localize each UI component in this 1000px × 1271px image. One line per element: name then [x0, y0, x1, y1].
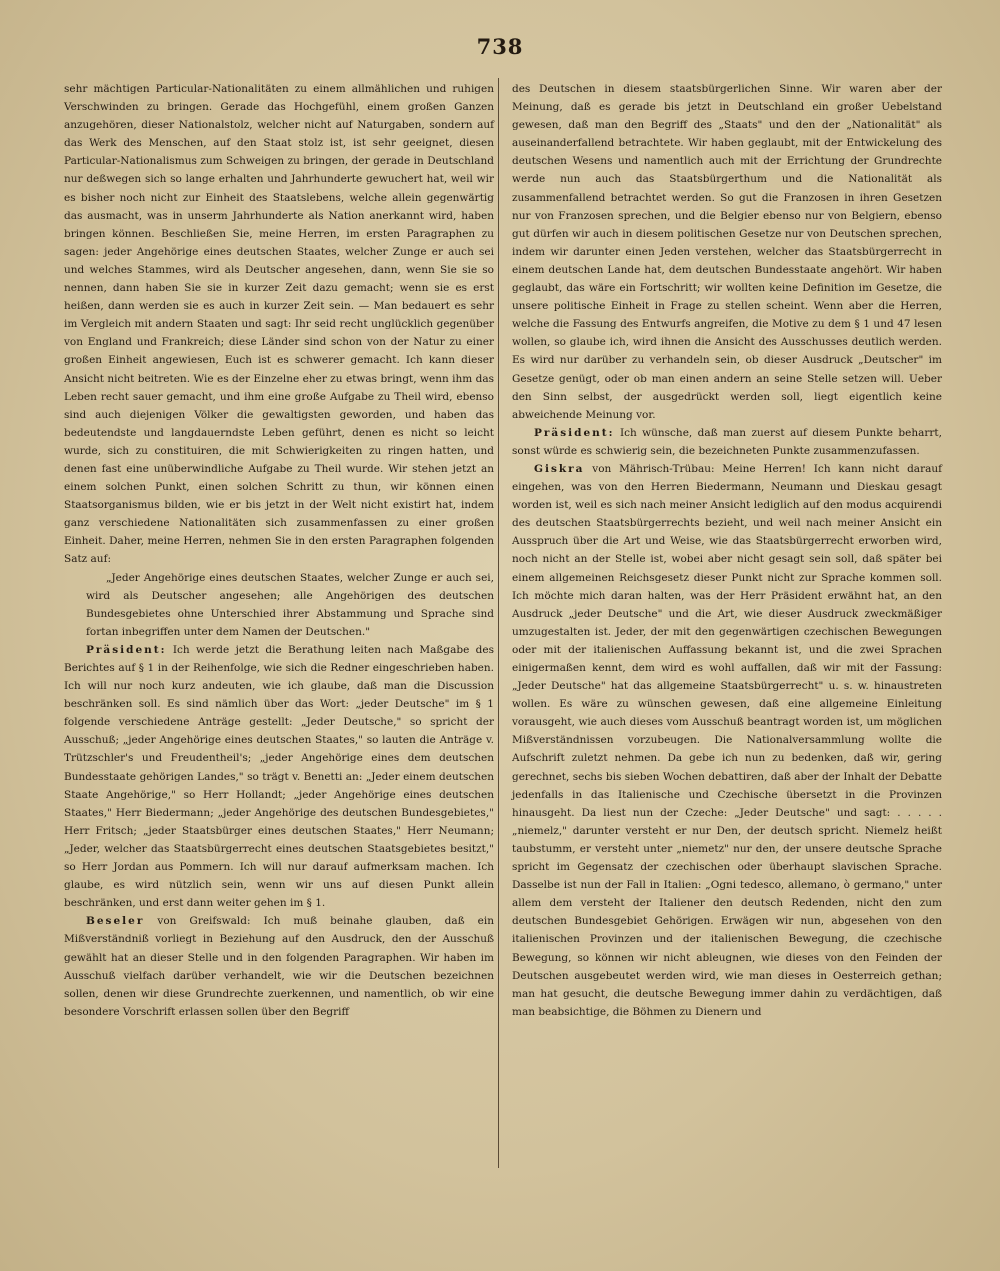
speaker-name: Giskra [534, 462, 585, 475]
column-divider [498, 78, 499, 1168]
page-number: 738 [476, 34, 524, 59]
paragraph: sehr mächtigen Particular-Nationalitäten zu einem allmählichen und ruhigen Verschwinden zu bringen. Gerade das Hochgefühl, einem großen Ganzen anzugehören, dieser Nationalstolz, welcher nicht auf Naturgaben, sondern auf das Werk des Menschen, auf den Staat stolz ist, ist sehr geeignet, diesen Particular-Nationalismus zum Schweigen zu bringen, der gerade in Deutschland nur deßwegen sich so lange erhalten und Jahrhunderte gewuchert hat, weil wir es bisher noch nicht zur Einheit des Staatslebens, welche allein gegenwärtig das ausmacht, was in unserm Jahrhunderte als Nation anerkannt wird, haben bringen können. Beschließen Sie, meine Herren, im ersten Paragraphen zu sagen: jeder Angehörige eines deutschen Staates, welcher Zunge er auch sei und welches Stammes, wird als Deutscher angesehen, dann, wenn Sie sie so nennen, dann haben Sie sie in kurzer Zeit dazu gemacht; wenn sie es erst heißen, dann werden sie es auch in kurzer Zeit sein. — Man bedauert es sehr im Vergleich mit andern Staaten und sagt: Ihr seid recht unglücklich gegenüber von England und Frankreich; diese Länder sind schon von der Natur zu einer großen Einheit angewiesen, Euch ist es schwerer gemacht. Ich kann dieser Ansicht nicht beitreten. Wie es der Einzelne eher zu etwas bringt, wenn ihm das Leben recht sauer gemacht, und ihm eine große Aufgabe zu Theil wird, ebenso sind auch diejenigen Völker die gewaltigsten geworden, und haben das bedeutendste und langdauerndste Leben geführt, denen es nicht so leicht wurde, sich zu constituiren, die mit Schwierigkeiten zu ringen hatten, und denen fast eine unüberwindliche Aufgabe zu Theil wurde. Wir stehen jetzt an einem solchen Punkt, einen solchen Schritt zu thun, wir können einen Staatsorganismus bilden, wie er bis jetzt in der Welt nicht existirt hat, indem ganz verschiedene Nationalitäten sich zusammenfassen zu einer großen Einheit. Daher, meine Herren, nehmen Sie in den ersten Paragraphen folgenden Satz auf: [64, 83, 494, 566]
speech-text: Ich werde jetzt die Berathung leiten nach Maßgabe des Berichtes auf § 1 in der Reihenfolge, wie sich die Redner eingeschrieben haben. Ich will nur noch kurz andeuten, wie ich glaube, daß man die Discussion beschränken soll. Es sind nämlich über das Wort: „jeder Deutsche" im § 1 folgende verschiedene Anträge gestellt: „Jeder Deutsche," so spricht der Ausschuß; „jeder Angehörige eines deutschen Staates," so lauten die Anträge v. Trützschler's und Freudentheil's; „jeder Angehörige eines dem deutschen Bundesstaate gehörigen Landes," so trägt v. Benetti an: „Jeder einem deutschen Staate Angehörige," so Herr Hollandt; „jeder Angehörige eines deutschen Staates," Herr Biedermann; „jeder Angehörige des deutschen Bundesgebietes," Herr Fritsch; „jeder Staatsbürger eines deutschen Staates," Herr Neumann; „Jeder, welcher das Staatsbürgerrecht eines deutschen Staatsgebietes besitzt," so Herr Jordan aus Pommern. Ich will nur darauf aufmerksam machen. Ich glaube, es wird nützlich sein, wenn wir uns auf diesen Punkt allein beschränken, und erst dann weiter gehen im § 1. [64, 643, 494, 910]
paragraph [64, 641, 494, 912]
paragraph [512, 424, 942, 460]
block-quote: „Jeder Angehörige eines deutschen Staates, welcher Zunge er auch sei, wird als Deutscher angesehen; alle Angehörigen des deutschen Bundesgebietes ohne Unterschied ihrer Abstammung und Sprache sind fortan inbegriffen unter dem Namen der Deutschen." [86, 571, 494, 638]
speech-text: von Mährisch-Trübau: Meine Herren! Ich kann nicht darauf eingehen, was von den Herren Biedermann, Neumann und Dieskau gesagt worden ist, weil es sich nach meiner Ansicht lediglich auf den modus acquirendi des deutschen Staatsbürgerrechts bezieht, und weil nach meiner Ansicht ein Ausspruch über die Art und Weise, wie das Staatsbürgerrecht erworben wird, noch nicht an der Stelle ist, wobei aber nicht gesagt sein soll, daß später bei einem allgemeinen Reichsgesetz dieser Punkt nicht zur Sprache kommen soll. Ich möchte mich daran halten, was der Herr Präsident erwähnt hat, an den Ausdruck „jeder Deutsche" und die Art, wie dieser Ausdruck zweckmäßiger umzugestalten ist. Jeder, der mit den gegenwärtigen czechischen Bewegungen oder mit der italienischen Auffassung bekannt ist, und die zwei Sprachen einigermaßen kennt, dem wird es wohl auffallen, daß wir mit der Fassung: „Jeder Deutsche" hat das allgemeine Staatsbürgerrecht" u. s. w. hinaustreten wollen. Es wäre zu wünschen gewesen, daß eine allgemeine Einleitung vorausgeht, wie auch dieses vom Ausschuß beantragt worden ist, um möglichen Mißverständnissen vorzubeugen. Die Nationalversammlung wollte die Aufschrift zuletzt nehmen. Da gebe ich nun zu bedenken, daß wir, gering gerechnet, sechs bis sieben Wochen debattiren, daß aber der Inhalt der Debatte jedenfalls in das Italienische und Czechische übersetzt in die Provinzen hinausgeht. Da liest nun der Czeche: „Jeder Deutsche" und sagt: . . . . . „niemelz," darunter versteht er nur Den, der deutsch spricht. Niemelz heißt taubstumm, er versteht unter „niemetz" nur den, der unsere deutsche Sprache spricht im Gegensatz der czechischen oder überhaupt slavischen Sprache. Dasselbe ist nun der Fall in Italien: „Ogni tedesco, allemano, ò germano," unter allem dem versteht der Italiener den deutsch Redenden, nicht den zum deutschen Bundesgebiet Gehörigen. Erwägen wir nun, abgesehen von den italienischen Provinzen und der italienischen Bewegung, die czechische Bewegung, so können wir nicht ableugnen, wie dieses von den Feinden der Deutschen ausgebeutet werden wird, wie man dieses in Oesterreich gethan; man hat gesucht, die deutsche Bewegung immer dahin zu verdächtigen, daß man beabsichtige, die Böhmen zu Dienern und [512, 462, 942, 1018]
speech-text: von Greifswald: Ich muß beinahe glauben, daß ein Mißverständniß vorliegt in Beziehung auf den Ausdruck, den der Ausschuß gewählt hat an dieser Stelle und in den folgenden Paragraphen. Wir haben im Ausschuß vielfach darüber verhandelt, wie wir die Deutschen bezeichnen sollen, denen wir diese Grundrechte zuerkennen, und namentlich, ob wir eine besondere Vorschrift erlassen sollen über den Begriff [64, 915, 494, 1018]
speech-text: Ich wünsche, daß man zuerst auf diesem Punkte beharrt, sonst würde es schwierig sein, die bezeichneten Punkte zusammenzufassen. [512, 426, 942, 457]
right-column [512, 80, 942, 1021]
speaker-name: Beseler [86, 915, 145, 928]
speaker-name: Präsident: [86, 643, 167, 656]
paragraph [512, 460, 942, 1021]
paragraph: des Deutschen in diesem staatsbürgerlichen Sinne. Wir waren aber der Meinung, daß es gerade bis jetzt in Deutschland ein großer Uebelstand gewesen, daß man den Begriff des „Staats" und den der „Nationalität" als auseinanderfallend betrachtete. Wir haben geglaubt, mit der Entwickelung des deutschen Wesens und namentlich auch mit der Errichtung der Grundrechte werde nun auch das Staatsbürgerthum und die Nationalität als zusammenfallend betrachtet werden. So gut die Franzosen in ihren Gesetzen nur von Franzosen sprechen, und die Belgier ebenso nur von Belgiern, ebenso gut dürfen wir auch in diesem politischen Gesetze nur von Deutschen sprechen, indem wir darunter einen Jeden verstehen, welcher das Staatsbürgerrecht in einem deutschen Lande hat, dem deutschen Bundesstaate angehört. Wir haben geglaubt, das wäre ein Fortschritt; wir wollten keine Definition im Gesetze, die unsere politische Einheit in Frage zu stellen scheint. Wenn aber die Herren, welche die Fassung des Entwurfs angreifen, die Motive zu dem § 1 und 47 lesen wollen, so glaube ich, wird ihnen die Ansicht des Ausschusses deutlich werden. Es wird nur darüber zu verhandeln sein, ob dieser Ausdruck „Deutscher" im Gesetze genügt, oder ob man einen andern an seine Stelle setzen will. Ueber den Sinn selbst, der ausgedrückt werden soll, liegt eigentlich keine abweichende Meinung vor. [512, 83, 942, 421]
paragraph [64, 912, 494, 1021]
speaker-name: Präsident: [534, 426, 615, 439]
left-column [64, 80, 494, 1021]
